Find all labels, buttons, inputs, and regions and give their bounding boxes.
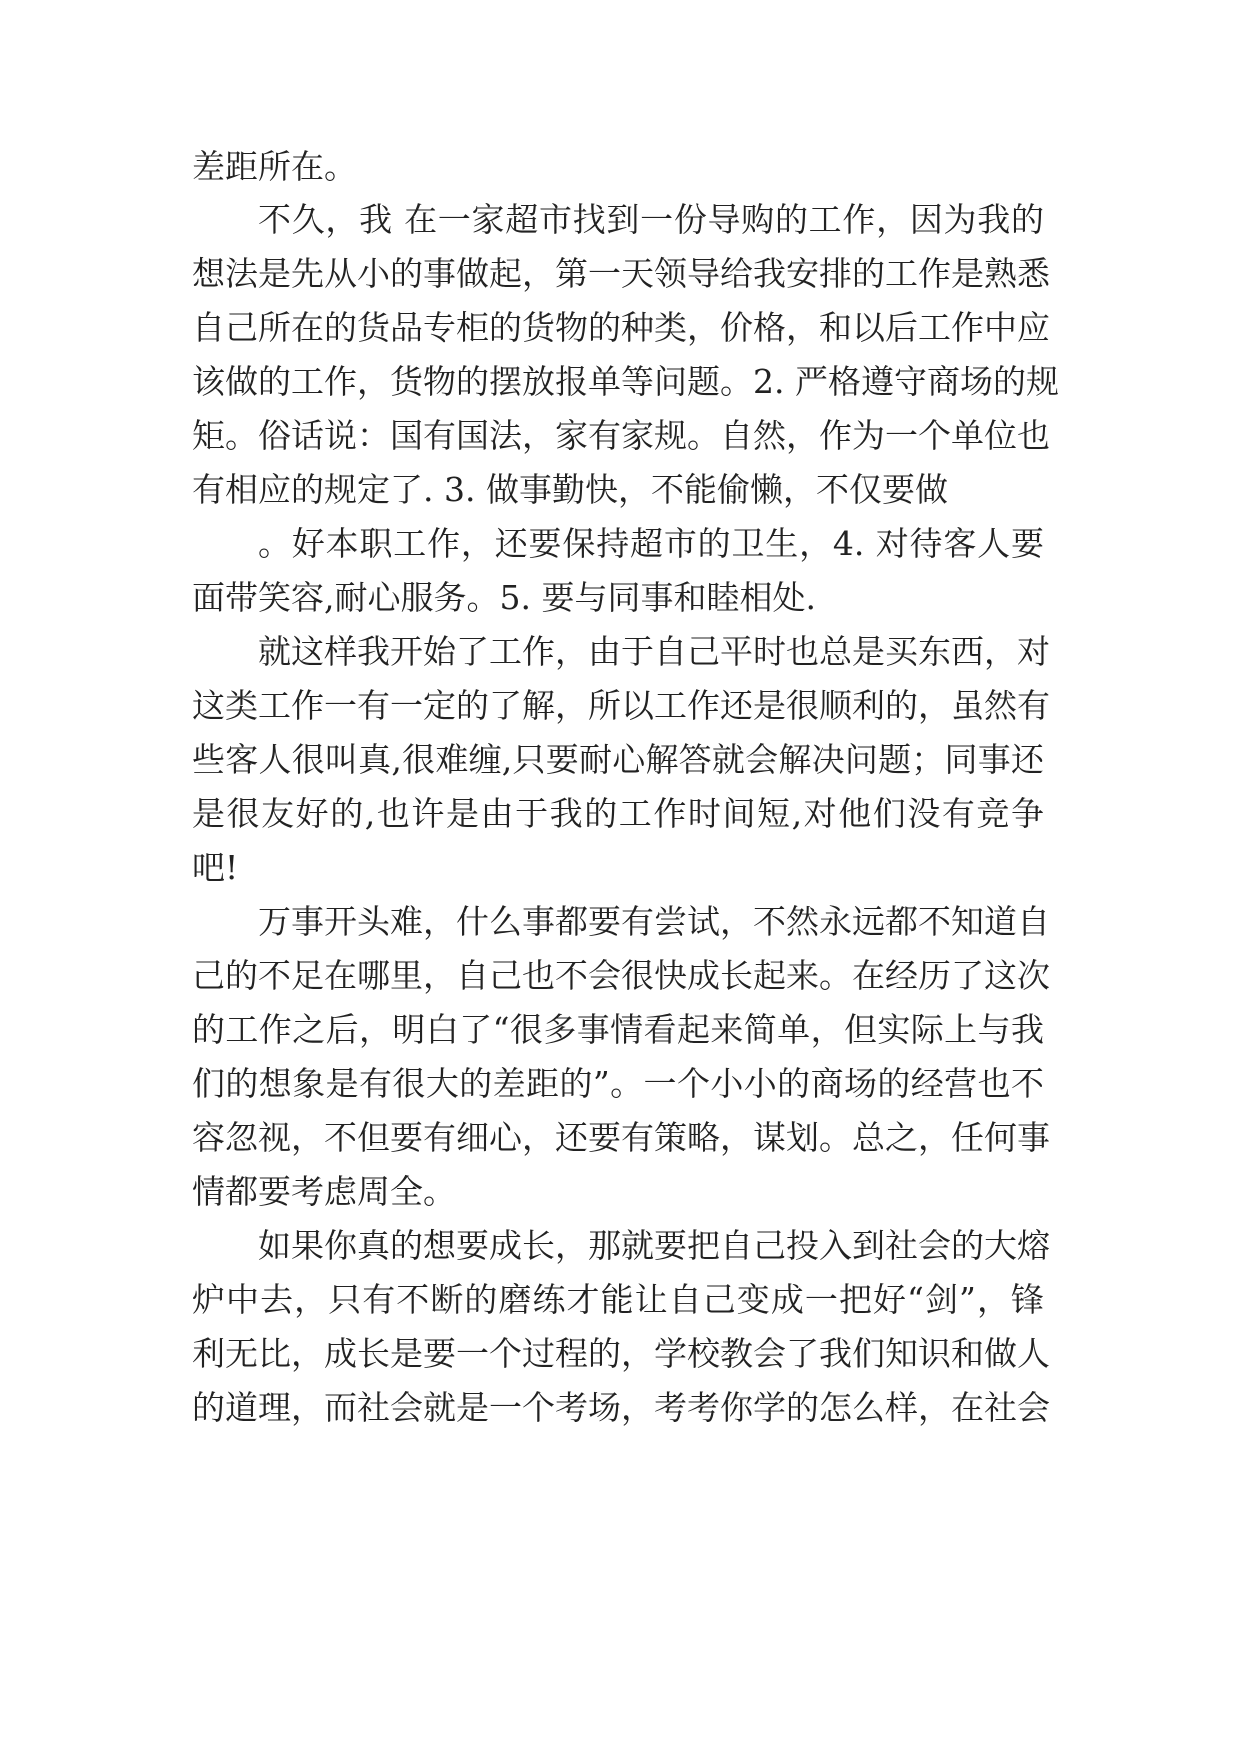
paragraph-line: 的道理，而社会就是一个考场，考考你学的怎么样，在社会: [192, 1388, 1050, 1427]
paragraph-line: 如果你真的想要成长，那就要把自己投入到社会的大熔: [258, 1226, 1050, 1265]
paragraph-line: 不久，我 在一家超市找到一份导购的工作，因为我的: [258, 200, 1044, 239]
paragraph-line: 利无比，成长是要一个过程的，学校教会了我们知识和做人: [192, 1334, 1050, 1373]
paragraph-line: 些客人很叫真,很难缠,只要耐心解答就会解决问题；同事还: [192, 740, 1044, 779]
paragraph-line: 吧!: [192, 848, 239, 887]
paragraph-line: 有相应的规定了. 3. 做事勤快，不能偷懒，不仅要做: [192, 470, 948, 509]
paragraph-line: 己的不足在哪里，自己也不会很快成长起来。在经历了这次: [192, 956, 1050, 995]
paragraph-line: 面带笑容,耐心服务。5. 要与同事和睦相处.: [192, 578, 816, 617]
paragraph-line: 就这样我开始了工作，由于自己平时也总是买东西，对: [258, 632, 1050, 671]
paragraph-line: 。好本职工作，还要保持超市的卫生，4. 对待客人要: [258, 524, 1044, 563]
paragraph-line: 该做的工作，货物的摆放报单等问题。2. 严格遵守商场的规: [192, 362, 1059, 401]
paragraph-line: 炉中去，只有不断的磨练才能让自己变成一把好“剑”，锋: [192, 1280, 1044, 1319]
paragraph-line: 万事开头难，什么事都要有尝试，不然永远都不知道自: [258, 902, 1050, 941]
paragraph-line: 的工作之后，明白了“很多事情看起来简单，但实际上与我: [192, 1010, 1044, 1049]
paragraph-line: 自己所在的货品专柜的货物的种类，价格，和以后工作中应: [192, 308, 1050, 347]
paragraph-line: 想法是先从小的事做起，第一天领导给我安排的工作是熟悉: [192, 254, 1050, 293]
paragraph-line: 容忽视，不但要有细心，还要有策略，谋划。总之，任何事: [192, 1118, 1050, 1157]
paragraph-line: 情都要考虑周全。: [192, 1172, 456, 1211]
paragraph-line: 们的想象是有很大的差距的”。一个小小的商场的经营也不: [192, 1064, 1044, 1103]
paragraph-line: 差距所在。: [192, 147, 357, 186]
paragraph-line: 是很友好的,也许是由于我的工作时间短,对他们没有竞争: [192, 794, 1044, 833]
paragraph-line: 矩。俗话说：国有国法，家有家规。自然，作为一个单位也: [192, 416, 1050, 455]
paragraph-line: 这类工作一有一定的了解，所以工作还是很顺利的，虽然有: [192, 686, 1050, 725]
